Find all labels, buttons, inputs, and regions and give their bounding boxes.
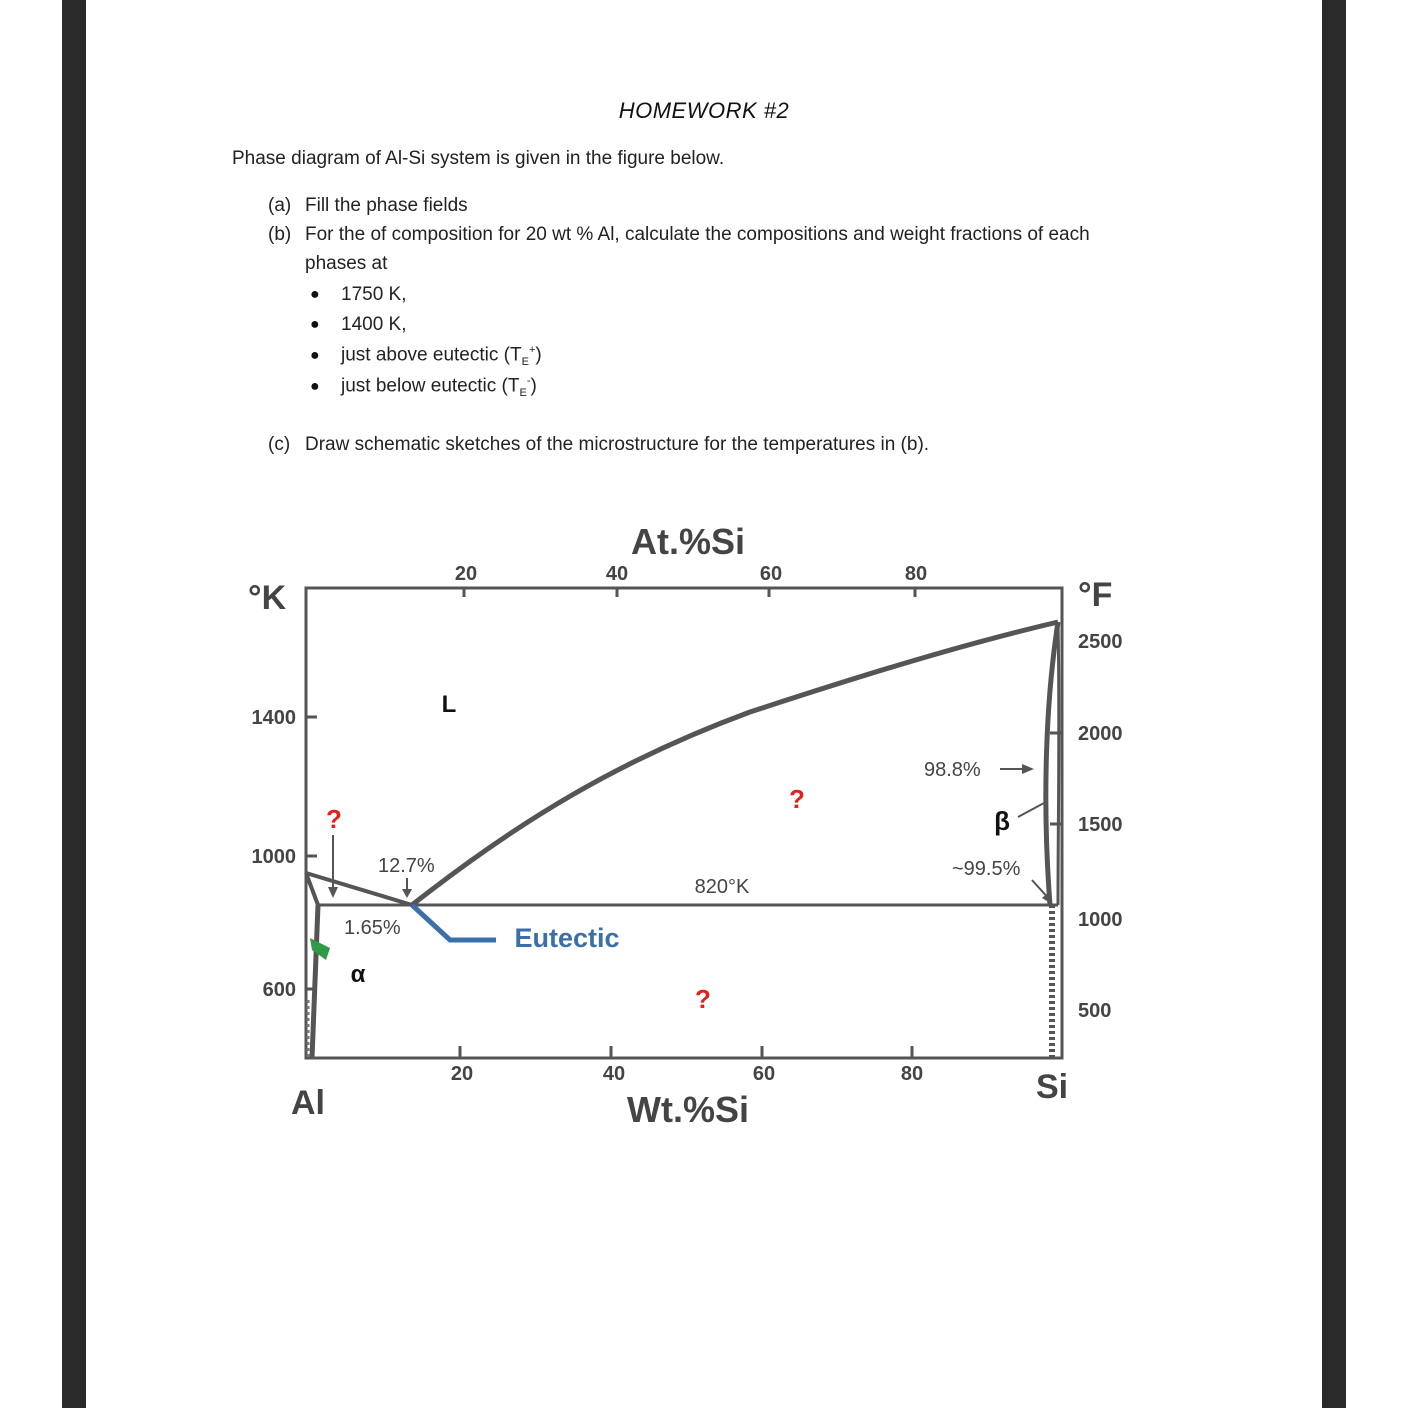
liquid-label: L [441, 691, 457, 718]
item-c-text: Draw schematic sketches of the microstructure for the temperatures in (b). [305, 434, 930, 455]
bottom-tick-label: 40 [602, 1063, 626, 1085]
beta-995-label: ~99.5% [952, 858, 1021, 880]
bullet-dot: ● [310, 378, 320, 395]
si-solidus [1046, 622, 1058, 905]
right-unit-label: °F [1078, 576, 1113, 614]
top-tick-label: 80 [904, 563, 928, 585]
diagram-frame [306, 588, 1062, 1058]
bullet-dot: ● [310, 286, 320, 303]
bullet-1750k: 1750 K, [341, 284, 407, 305]
item-c-label: (c) [268, 434, 291, 455]
bottom-tick-label: 80 [900, 1063, 924, 1085]
eutectic-temp-label: 820°K [694, 876, 750, 898]
top-tick-label: 40 [605, 563, 629, 585]
alpha-phase-label: α [350, 961, 366, 988]
item-b-text-cont: phases at [305, 253, 388, 274]
alpha-marker [310, 938, 330, 960]
bullet-below-eutectic: just below eutectic $(T_E^-)$ [341, 375, 537, 400]
al-solvus [312, 905, 318, 1058]
right-tick-label: 1000 [1078, 909, 1123, 931]
left-unit-label: °K [248, 579, 287, 617]
item-a-text: Fill the phase fields [305, 195, 468, 216]
right-tick-label: 500 [1078, 1000, 1112, 1022]
beta-988-label: 98.8% [924, 759, 981, 781]
bottom-tick-label: 20 [450, 1063, 474, 1085]
arrow-line [1018, 803, 1044, 817]
bullet-dot: ● [310, 347, 320, 364]
top-tick-label: 60 [759, 563, 783, 585]
element-si: Si [1035, 1068, 1069, 1106]
top-tick-label: 20 [454, 563, 478, 585]
left-tick-label: 600 [262, 979, 296, 1001]
item-a-label: (a) [268, 195, 292, 216]
bullet-above-eutectic: just above eutectic $(T_E^+)$ [341, 344, 542, 369]
bullet-1400k: 1400 K, [341, 314, 407, 335]
element-al: Al [291, 1084, 325, 1122]
item-b-label: (b) [268, 224, 292, 245]
si-liquidus-edge [1058, 622, 1059, 905]
question-mark-alpha: ? [326, 804, 342, 834]
left-tick-label: 1000 [251, 846, 296, 868]
eutectic-pointer [412, 905, 496, 940]
top-axis-title: At.%Si [630, 521, 746, 562]
bullet-dot: ● [310, 316, 320, 333]
page-title: HOMEWORK #2 [618, 98, 790, 123]
question-mark-liquid-beta: ? [789, 784, 805, 814]
beta-phase-label: β [994, 806, 1010, 836]
arrow-head [1022, 764, 1034, 774]
eutectic-composition-label: 12.7% [378, 855, 435, 877]
question-mark-alpha-beta: ? [695, 984, 711, 1014]
bottom-tick-label: 60 [752, 1063, 776, 1085]
arrow-head [328, 887, 338, 898]
alpha-solvus-label: 1.65% [344, 917, 401, 939]
intro-text: Phase diagram of Al-Si system is given in the figure below. [232, 148, 725, 169]
arrow-head [402, 889, 412, 898]
item-b-text: For the of composition for 20 wt % Al, calculate the compositions and weight fractions of each [305, 224, 1090, 245]
bottom-axis-title: Wt.%Si [627, 1089, 749, 1130]
al-liquidus [306, 873, 412, 905]
right-tick-label: 1500 [1078, 814, 1123, 836]
right-tick-label: 2500 [1078, 631, 1123, 653]
right-tick-label: 2000 [1078, 723, 1123, 745]
eutectic-label: Eutectic [514, 923, 620, 953]
left-tick-label: 1400 [251, 707, 296, 729]
